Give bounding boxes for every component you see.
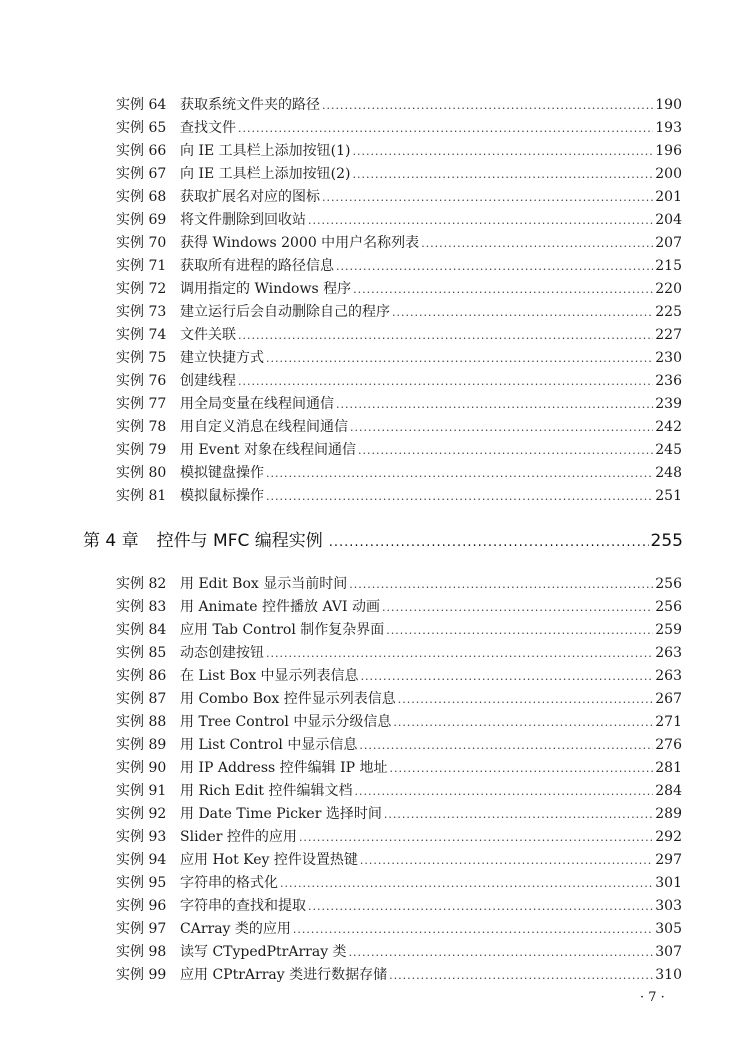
entry-number: 实例 88 [116,714,167,730]
entry-number: 实例 76 [116,373,167,389]
dot-leader [350,418,653,438]
dot-leader [308,897,653,917]
entry-number: 实例 96 [116,898,167,914]
toc-entry [116,804,682,824]
toc-entry [116,574,682,594]
entry-number: 实例 64 [116,97,167,113]
entry-page-number: 200 [655,166,682,182]
toc-entry [116,325,682,345]
toc-entry [116,118,682,138]
entry-title: 将文件删除到回收站 [180,212,306,228]
entry-page-number: 242 [655,419,682,435]
dot-leader [322,96,653,116]
entry-title: 建立快捷方式 [180,350,264,366]
toc-entry [116,302,682,322]
entry-title: 动态创建按钮 [180,645,264,661]
dot-leader [266,487,653,507]
entry-page-number: 256 [655,576,682,592]
entry-number: 实例 73 [116,304,167,320]
entry-number: 实例 98 [116,944,167,960]
entry-page-number: 263 [655,645,682,661]
entry-number: 实例 78 [116,419,167,435]
entry-page-number: 207 [655,235,682,251]
toc-entry [116,463,682,483]
toc-entry [116,758,682,778]
toc-entry [116,348,682,368]
toc-entry [116,256,682,276]
dot-leader [359,736,653,756]
entry-title: 字符串的格式化 [180,875,278,891]
toc-entry [116,781,682,801]
entry-number: 实例 68 [116,189,167,205]
entry-title: 应用 Hot Key 控件设置热键 [180,852,358,868]
entry-page-number: 281 [655,760,682,776]
entry-title: 调用指定的 Windows 程序 [180,281,352,297]
entry-number: 实例 72 [116,281,167,297]
toc-entry [116,279,682,299]
dot-leader [349,575,653,595]
entry-number: 实例 85 [116,645,167,661]
entry-title: 获取扩展名对应的图标 [180,189,320,205]
chapter-page-number: 255 [650,531,683,551]
toc-entry [116,689,682,709]
dot-leader [398,690,653,710]
dot-leader [238,119,653,139]
entry-page-number: 289 [655,806,682,822]
dot-leader [393,713,653,733]
dot-leader [329,530,649,556]
entry-page-number: 276 [655,737,682,753]
toc-entry [116,394,682,414]
toc-entry [116,417,682,437]
dot-leader [266,464,653,484]
dot-leader [421,234,653,254]
entry-number: 实例 94 [116,852,167,868]
dot-leader [238,326,653,346]
entry-page-number: 271 [655,714,682,730]
dot-leader [280,874,653,894]
dot-leader [352,165,653,185]
entry-number: 实例 97 [116,921,167,937]
entry-title: 用 Animate 控件播放 AVI 动画 [180,599,380,615]
entry-page-number: 196 [655,143,682,159]
entry-page-number: 307 [655,944,682,960]
entry-title: 用 Rich Edit 控件编辑文档 [180,783,353,799]
entry-number: 实例 82 [116,576,167,592]
page-folio: · 7 · [640,990,665,1005]
dot-leader [266,644,653,664]
entry-number: 实例 66 [116,143,167,159]
entry-number: 实例 77 [116,396,167,412]
entry-title: 用自定义消息在线程间通信 [180,419,348,435]
toc-entry [116,597,682,617]
entry-page-number: 284 [655,783,682,799]
entry-number: 实例 65 [116,120,167,136]
dot-leader [352,142,653,162]
entry-number: 实例 80 [116,465,167,481]
entry-page-number: 267 [655,691,682,707]
entry-title: 获取所有进程的路径信息 [180,258,334,274]
toc-entry [116,371,682,391]
entry-page-number: 256 [655,599,682,615]
entry-number: 实例 87 [116,691,167,707]
entry-page-number: 227 [655,327,682,343]
toc-entry [116,187,682,207]
toc-entry [116,440,682,460]
entry-title: 用 Edit Box 显示当前时间 [180,576,348,592]
dot-leader [355,782,654,802]
dot-leader [266,349,653,369]
toc-entry [116,643,682,663]
toc-entry [116,620,682,640]
entry-number: 实例 74 [116,327,167,343]
toc-entry [116,965,682,985]
dot-leader [238,372,653,392]
dot-leader [361,667,654,687]
entry-number: 实例 71 [116,258,167,274]
entry-title: 用 Event 对象在线程间通信 [180,442,356,458]
dot-leader [353,280,653,300]
toc-entry [116,95,682,115]
entry-page-number: 251 [655,488,682,504]
toc-entry [116,873,682,893]
dot-leader [293,920,653,940]
entry-title: 字符串的查找和提取 [180,898,306,914]
entry-title: 向 IE 工具栏上添加按钮(1) [180,143,351,159]
dot-leader [389,966,653,986]
entry-title: 模拟鼠标操作 [180,488,264,504]
chapter-number: 第 4 章 [83,531,139,551]
entry-page-number: 220 [655,281,682,297]
entry-title: 模拟键盘操作 [180,465,264,481]
entry-title: 文件关联 [180,327,236,343]
chapter-title: 控件与 MFC 编程实例 [156,531,323,551]
toc-entry [116,896,682,916]
dot-leader [382,598,653,618]
toc-entry [116,486,682,506]
entry-page-number: 201 [655,189,682,205]
dot-leader [390,759,654,779]
entry-page-number: 297 [655,852,682,868]
entry-page-number: 259 [655,622,682,638]
entry-number: 实例 70 [116,235,167,251]
entry-number: 实例 86 [116,668,167,684]
dot-leader [299,828,653,848]
entry-title: 获取系统文件夹的路径 [180,97,320,113]
entry-page-number: 225 [655,304,682,320]
toc-entry [116,164,682,184]
entry-number: 实例 93 [116,829,167,845]
entry-title: 用 IP Address 控件编辑 IP 地址 [180,760,388,776]
entry-page-number: 292 [655,829,682,845]
toc-entry [116,233,682,253]
toc-entry [116,827,682,847]
toc-entry [116,141,682,161]
entry-title: 查找文件 [180,120,236,136]
entry-title: 在 List Box 中显示列表信息 [180,668,359,684]
toc-entry [116,735,682,755]
entry-number: 实例 91 [116,783,167,799]
entry-page-number: 190 [655,97,682,113]
entry-number: 实例 92 [116,806,167,822]
entry-title: 应用 CPtrArray 类进行数据存储 [180,967,388,983]
entry-page-number: 248 [655,465,682,481]
entry-number: 实例 67 [116,166,167,182]
entry-page-number: 236 [655,373,682,389]
toc-entry [116,712,682,732]
entry-title: 应用 Tab Control 制作复杂界面 [180,622,385,638]
entry-title: 用 Date Time Picker 选择时间 [180,806,382,822]
entry-page-number: 230 [655,350,682,366]
entry-title: 用 Tree Control 中显示分级信息 [180,714,392,730]
entry-number: 实例 90 [116,760,167,776]
entry-number: 实例 69 [116,212,167,228]
entry-title: 建立运行后会自动删除自己的程序 [180,304,390,320]
toc-entry [116,919,682,939]
entry-number: 实例 84 [116,622,167,638]
entry-title: 用全局变量在线程间通信 [180,396,334,412]
entry-number: 实例 79 [116,442,167,458]
entry-title: 创建线程 [180,373,236,389]
entry-number: 实例 99 [116,967,167,983]
toc-entry [116,666,682,686]
entry-page-number: 245 [655,442,682,458]
dot-leader [360,851,653,871]
dot-leader [308,211,653,231]
entry-number: 实例 89 [116,737,167,753]
entry-title: 用 List Control 中显示信息 [180,737,358,753]
chapter-heading [83,528,683,554]
entry-number: 实例 83 [116,599,167,615]
dot-leader [384,805,653,825]
dot-leader [349,943,654,963]
entry-page-number: 204 [655,212,682,228]
entry-title: 用 Combo Box 控件显示列表信息 [180,691,396,707]
entry-page-number: 303 [655,898,682,914]
dot-leader [358,441,653,461]
entry-page-number: 310 [655,967,682,983]
entry-number: 实例 95 [116,875,167,891]
toc-entry [116,210,682,230]
entry-number: 实例 75 [116,350,167,366]
dot-leader [322,188,653,208]
entry-page-number: 215 [655,258,682,274]
entry-page-number: 305 [655,921,682,937]
dot-leader [336,395,653,415]
entry-title: 向 IE 工具栏上添加按钮(2) [180,166,351,182]
entry-page-number: 239 [655,396,682,412]
dot-leader [392,303,653,323]
entry-page-number: 263 [655,668,682,684]
entry-number: 实例 81 [116,488,167,504]
toc-entry [116,850,682,870]
dot-leader [386,621,653,641]
toc-entry [116,942,682,962]
entry-page-number: 193 [655,120,682,136]
dot-leader [336,257,653,277]
entry-page-number: 301 [655,875,682,891]
entry-title: 读写 CTypedPtrArray 类 [180,944,347,960]
entry-title: CArray 类的应用 [180,921,291,937]
entry-title: Slider 控件的应用 [180,829,297,845]
entry-title: 获得 Windows 2000 中用户名称列表 [180,235,420,251]
